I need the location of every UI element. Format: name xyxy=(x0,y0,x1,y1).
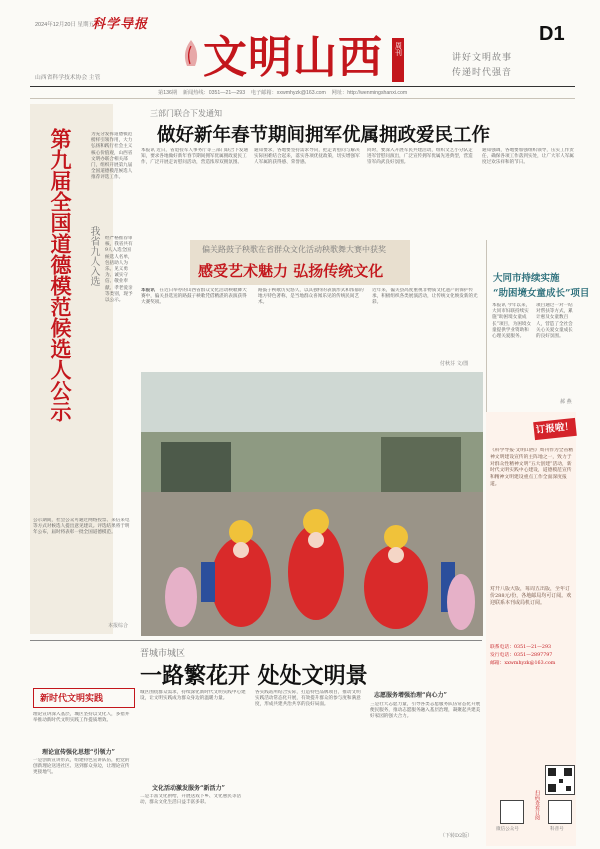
top-body-col2: 通知要求，各地要坚持需求导向，把走访慰问与解决实际困难结合起来，落实各项优抚政策，切实增强军人军属的获得感、荣誉感。 xyxy=(254,148,360,166)
publisher: 山西省科学技术协会 主管 xyxy=(35,75,101,81)
qr-label-subscribe-text: 扫码查看订阅 xyxy=(534,790,540,820)
qr-code-icon[interactable] xyxy=(545,765,575,795)
weekly-tag-text: 周刊 xyxy=(394,42,403,56)
sub3: 志愿服务增强治理“向心力” xyxy=(374,692,447,699)
feature-headline: 感受艺术魅力 弘扬传统文化 xyxy=(198,262,384,280)
left-side-title xyxy=(86,226,101,336)
slogan-line2: 传递时代强音 xyxy=(452,68,513,78)
qr-code-icon-3[interactable] xyxy=(548,800,572,824)
right-headline: “助困境女童成长”项目 xyxy=(493,288,590,299)
qr-label-kepu: 科普号 xyxy=(550,827,564,832)
ad-email: 邮箱：xxwmhyzk@163.com xyxy=(490,661,556,666)
sub2: 文化活动激发服务“新活力” xyxy=(152,785,225,792)
continue-note: （下转D2版） xyxy=(440,833,473,839)
bottom-body-col2b: 二是丰富文化供给，开展送戏下乡、文化惠民等活动，群众文化生活日益丰富多彩。 xyxy=(140,794,242,806)
left-headline xyxy=(33,128,73,518)
top-kicker: 三部门联合下发通知 xyxy=(150,109,222,118)
page-code: D1 xyxy=(539,23,565,45)
bottom-body-col4: 三是壮大志愿力量，引导各类志愿服务队伍常态化开展便民服务，推动志愿服务融入基层治理，凝聚起共建美好家园的强大合力。 xyxy=(370,702,481,720)
emblem-icon xyxy=(181,38,201,72)
slogan-line1: 讲好文明故事 xyxy=(452,53,513,63)
feature-kicker: 偏关路鼓子秧歌在省群众文化活动秧歌舞大赛中获奖 xyxy=(202,245,386,254)
feature-source: 本报讯 xyxy=(141,288,155,293)
issue-date: 2024年12月20日 星期五 xyxy=(35,22,94,28)
right-body-col1: 本报讯 今年以来，大同市妇联持续实施“助困境女童成长”项目，为困境女童提供学业资助和心理关爱服务。 xyxy=(492,303,532,340)
feature-body-col1: 本报讯 在近日举办的山西省群众文化活动秧歌舞大赛中，偏关县选送的路鼓子秧歌凭借精湛的表演获得大赛奖项。 xyxy=(141,288,247,306)
left-body-text-3: 公示期间，社会公众可通过网络投票、来信来电等方式对候选人提出意见建议。评选结果将于明年公布，届时将表彰一批全国道德模范。 xyxy=(33,518,130,536)
top-body-col1: 本报讯 近日，省退役军人事务厅等三部门联合下发通知，要求各地做好新年春节期间拥军优属拥政爱民工作，广泛开展走访慰问活动，营造浓厚双拥氛围。 xyxy=(141,148,249,166)
masthead-rule xyxy=(30,86,575,87)
info-site: 网址：http://wenmingshanxi.com xyxy=(331,90,408,96)
ad-cta: 对开八版大版，每周五出版，全年订价288元/份，各地邮局均可订阅。欢迎联系本刊或局机订阅。 xyxy=(490,586,572,606)
left-body-text-2: 经严格推荐审核，我省共有9人入选全国候选人名单，包括助人为乐、见义勇为、诚实守信、敬业奉献、孝老爱亲等类别，现予以公示。 xyxy=(105,236,133,304)
bottom-rule xyxy=(30,640,482,641)
section-title: 文明山西 xyxy=(203,32,383,83)
top-body-col3: 同时，要深入开展军民共建活动，组织文艺小分队走进军营慰问演出，广泛宣传拥军优属先进典型，营造崇军尚武良好氛围。 xyxy=(367,148,473,166)
feature-byline: 付秋芬 文/图 xyxy=(440,361,469,367)
brand-name: 科学导报 xyxy=(92,17,149,32)
feature-body-col3: 近年来，偏关县高度重视非物质文化遗产的保护传承，积极组织各类展演活动，让传统文化焕发新的光彩。 xyxy=(372,288,478,306)
qr-code-icon-2[interactable] xyxy=(500,800,524,824)
qr-label-wechat: 微信公众号 xyxy=(496,827,519,832)
sub1: 理论宣传强化思想“引领力” xyxy=(42,749,115,756)
left-headline-text: 第九届全国道德模范候选人公示 xyxy=(48,128,73,422)
info-issue: 第136期 xyxy=(158,90,178,96)
right-body-col2: 项目通过一对一结对帮扶等方式，累计惠及女童数百人，营造了全社会关心关爱女童成长的良好氛围。 xyxy=(536,303,573,340)
red-stamp-icon: 订报啦！ xyxy=(535,421,575,436)
left-body-text-1: 为充分发挥道德模范榜样引领作用，大力弘扬和践行社会主义核心价值观，山西省文明办联合相关部门，组织开展第九届全国道德模范候选人推荐评选工作。 xyxy=(91,132,133,181)
feature-photo xyxy=(141,372,483,636)
ad-intro: 《科学导报·文明山西》周刊作为全省精神文明建设宣传的主阵地之一，致力于对群众性精神文明“五大创建”活动，新时代文明实践中心建设，道德模范宣传和精神文明建设重点工作全面深度报道。 xyxy=(490,448,574,487)
qr-label-subscribe xyxy=(534,790,541,820)
left-side-title-text: 我省九人入选 xyxy=(88,226,99,286)
right-author: 郝 燕 xyxy=(560,399,572,405)
right-kicker: 大同市持续实施 xyxy=(493,273,560,284)
bottom-body-col3: 各实践站所结合实际，打造特色品牌项目，推动文明实践活动常态化开展，有效提升群众的参与度和满意度，形成共建共治共享的良好局面。 xyxy=(255,690,361,708)
masthead-rule-2 xyxy=(30,98,575,99)
info-email: 电子邮箱：xxwmhyzk@163.com xyxy=(250,90,326,96)
bottom-body-col1b: 一是创新宣讲形式，组建特色宣讲队伍，把党的创新理论送进社区、送到群众身边，让理论宣传更接地气。 xyxy=(33,758,130,776)
bottom-kicker: 晋城市城区 xyxy=(140,649,186,659)
practice-title: 新时代文明实践 xyxy=(40,694,104,704)
bottom-body-col1: 理论宣讲深入基层，城区坚持以文化人，多措并举推动新时代文明实践工作提质增效。 xyxy=(33,712,130,724)
left-author: 本报综合 xyxy=(108,623,129,629)
top-body-col4: 通知强调，各地要加强组织领导，压实工作责任，确保各项工作落到实处，让广大军人军属度过欢乐祥和的节日。 xyxy=(482,148,574,166)
top-headline: 做好新年春节期间拥军优属拥政爱民工作 xyxy=(157,125,491,146)
info-strip xyxy=(158,89,407,96)
feature-body-col2: 路鼓子秧歌历史悠久，以其独特的表演形式和浓郁的地方特色著称，是当地群众喜闻乐见的传统民间艺术。 xyxy=(258,288,364,306)
info-phone: 新闻热线：0351—21—293 xyxy=(182,90,246,96)
ad-phone: 联系电话：0351—21—293 xyxy=(490,645,552,650)
bottom-headline: 一路繁花开 处处文明景 xyxy=(140,663,368,689)
ad-issue-phone: 发行电话：0351—2897797 xyxy=(490,653,553,658)
weekly-tag xyxy=(392,38,404,82)
bottom-body-col2: 城区围绕群众需求，持续深化新时代文明实践中心建设，让文明实践成为群众身边的温暖力量。 xyxy=(140,690,246,702)
